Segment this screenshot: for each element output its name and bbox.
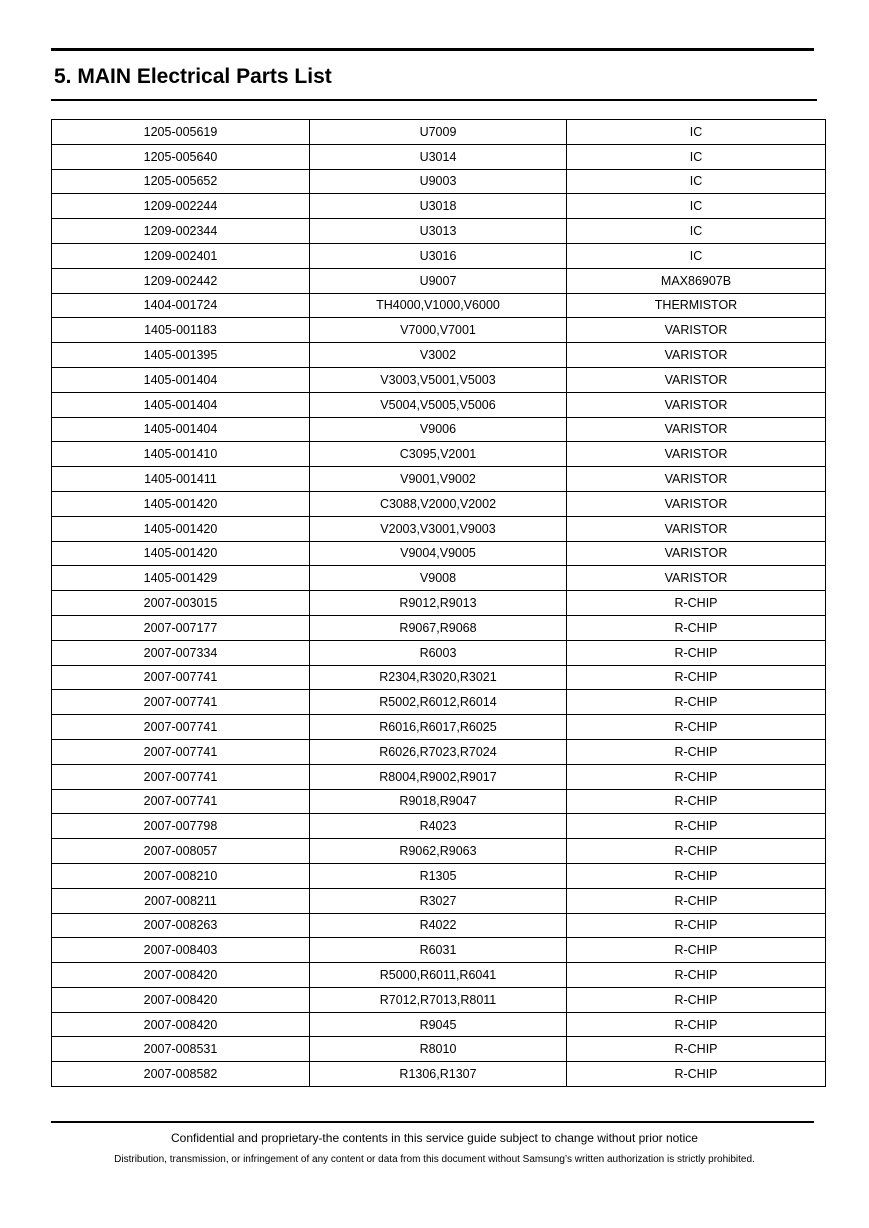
table-row [52,839,826,864]
part-number-cell: 1404-001724 [52,293,310,318]
location-cell: R4022 [310,913,567,938]
location-cell: R7012,R7013,R8011 [310,987,567,1012]
table-row [52,219,826,244]
part-number-cell: 1205-005640 [52,144,310,169]
location-cell: V3003,V5001,V5003 [310,367,567,392]
table-row [52,516,826,541]
table-row [52,194,826,219]
location-cell: U3014 [310,144,567,169]
location-cell: R9062,R9063 [310,839,567,864]
location-cell: R6026,R7023,R7024 [310,739,567,764]
location-cell: R1305 [310,863,567,888]
location-cell: R3027 [310,888,567,913]
table-row [52,417,826,442]
part-number-cell: 2007-008420 [52,963,310,988]
description-cell: VARISTOR [567,417,826,442]
description-cell: VARISTOR [567,541,826,566]
description-cell: R-CHIP [567,739,826,764]
description-cell: IC [567,144,826,169]
table-row [52,690,826,715]
description-cell: R-CHIP [567,1062,826,1087]
description-cell: R-CHIP [567,715,826,740]
location-cell: R6003 [310,640,567,665]
part-number-cell: 2007-008582 [52,1062,310,1087]
part-number-cell: 2007-008210 [52,863,310,888]
part-number-cell: 1405-001404 [52,367,310,392]
location-cell: V9001,V9002 [310,467,567,492]
table-row [52,987,826,1012]
part-number-cell: 1405-001404 [52,417,310,442]
table-row [52,367,826,392]
part-number-cell: 1209-002442 [52,268,310,293]
table-row [52,814,826,839]
part-number-cell: 1405-001411 [52,467,310,492]
location-cell: V9006 [310,417,567,442]
part-number-cell: 2007-008420 [52,1012,310,1037]
part-number-cell: 2007-007741 [52,789,310,814]
description-cell: R-CHIP [567,690,826,715]
table-row [52,913,826,938]
parts-table-body [52,120,826,1087]
table-row [52,343,826,368]
location-cell: V7000,V7001 [310,318,567,343]
table-row [52,467,826,492]
table-row [52,789,826,814]
part-number-cell: 1209-002401 [52,243,310,268]
part-number-cell: 2007-007334 [52,640,310,665]
description-cell: R-CHIP [567,665,826,690]
location-cell: R5000,R6011,R6041 [310,963,567,988]
part-number-cell: 2007-008057 [52,839,310,864]
part-number-cell: 2007-008403 [52,938,310,963]
location-cell: U9007 [310,268,567,293]
table-row [52,442,826,467]
description-cell: R-CHIP [567,640,826,665]
page-title: 5. MAIN Electrical Parts List [54,65,332,88]
table-row [52,591,826,616]
location-cell: TH4000,V1000,V6000 [310,293,567,318]
description-cell: VARISTOR [567,491,826,516]
description-cell: MAX86907B [567,268,826,293]
description-cell: R-CHIP [567,1012,826,1037]
part-number-cell: 2007-007741 [52,690,310,715]
table-row [52,268,826,293]
part-number-cell: 1209-002344 [52,219,310,244]
description-cell: R-CHIP [567,1037,826,1062]
table-row [52,863,826,888]
description-cell: VARISTOR [567,367,826,392]
table-row [52,392,826,417]
table-row [52,938,826,963]
table-row [52,541,826,566]
description-cell: R-CHIP [567,863,826,888]
location-cell: C3088,V2000,V2002 [310,491,567,516]
description-cell: IC [567,219,826,244]
table-row [52,764,826,789]
table-row [52,665,826,690]
description-cell: R-CHIP [567,913,826,938]
location-cell: U3013 [310,219,567,244]
description-cell: VARISTOR [567,318,826,343]
description-cell: R-CHIP [567,938,826,963]
part-number-cell: 1405-001420 [52,516,310,541]
description-cell: R-CHIP [567,591,826,616]
location-cell: V9008 [310,566,567,591]
table-row [52,120,826,145]
table-row [52,1062,826,1087]
footer-disclaimer: Distribution, transmission, or infringement of any content or data from this document without Samsung’s written authorization is strictly prohibited. [114,1154,755,1165]
part-number-cell: 2007-008420 [52,987,310,1012]
part-number-cell: 1405-001420 [52,491,310,516]
table-row [52,888,826,913]
location-cell: R5002,R6012,R6014 [310,690,567,715]
table-row [52,293,826,318]
location-cell: R9018,R9047 [310,789,567,814]
part-number-cell: 1209-002244 [52,194,310,219]
location-cell: V9004,V9005 [310,541,567,566]
description-cell: VARISTOR [567,516,826,541]
location-cell: V5004,V5005,V5006 [310,392,567,417]
table-row [52,566,826,591]
part-number-cell: 1405-001183 [52,318,310,343]
description-cell: VARISTOR [567,467,826,492]
description-cell: IC [567,194,826,219]
table-row [52,615,826,640]
description-cell: R-CHIP [567,987,826,1012]
part-number-cell: 1405-001420 [52,541,310,566]
title-underline-rule [51,99,817,101]
description-cell: THERMISTOR [567,293,826,318]
table-row [52,963,826,988]
description-cell: R-CHIP [567,888,826,913]
footer-rule [51,1121,814,1123]
part-number-cell: 2007-007177 [52,615,310,640]
table-row [52,715,826,740]
location-cell: U3018 [310,194,567,219]
description-cell: R-CHIP [567,963,826,988]
description-cell: VARISTOR [567,566,826,591]
location-cell: R1306,R1307 [310,1062,567,1087]
location-cell: R6016,R6017,R6025 [310,715,567,740]
part-number-cell: 2007-007741 [52,665,310,690]
table-row [52,640,826,665]
part-number-cell: 1205-005619 [52,120,310,145]
location-cell: R9067,R9068 [310,615,567,640]
description-cell: VARISTOR [567,392,826,417]
description-cell: VARISTOR [567,442,826,467]
parts-table [51,119,826,1087]
part-number-cell: 1405-001429 [52,566,310,591]
location-cell: U9003 [310,169,567,194]
table-row [52,144,826,169]
part-number-cell: 1205-005652 [52,169,310,194]
header-top-rule [51,48,814,51]
description-cell: IC [567,120,826,145]
part-number-cell: 1405-001395 [52,343,310,368]
part-number-cell: 1405-001410 [52,442,310,467]
table-row [52,491,826,516]
description-cell: VARISTOR [567,343,826,368]
part-number-cell: 2007-003015 [52,591,310,616]
location-cell: R9012,R9013 [310,591,567,616]
part-number-cell: 2007-008531 [52,1037,310,1062]
location-cell: R8010 [310,1037,567,1062]
table-row [52,739,826,764]
part-number-cell: 2007-007798 [52,814,310,839]
description-cell: R-CHIP [567,764,826,789]
description-cell: R-CHIP [567,615,826,640]
footer-notice: Confidential and proprietary-the contents in this service guide subject to change without prior notice [171,1131,698,1145]
location-cell: C3095,V2001 [310,442,567,467]
table-row [52,1012,826,1037]
part-number-cell: 2007-007741 [52,739,310,764]
table-row [52,243,826,268]
location-cell: R6031 [310,938,567,963]
part-number-cell: 2007-007741 [52,764,310,789]
table-row [52,318,826,343]
description-cell: IC [567,243,826,268]
description-cell: R-CHIP [567,789,826,814]
location-cell: U7009 [310,120,567,145]
description-cell: R-CHIP [567,839,826,864]
description-cell: R-CHIP [567,814,826,839]
table-row [52,169,826,194]
part-number-cell: 1405-001404 [52,392,310,417]
location-cell: R9045 [310,1012,567,1037]
location-cell: R8004,R9002,R9017 [310,764,567,789]
part-number-cell: 2007-008211 [52,888,310,913]
location-cell: V2003,V3001,V9003 [310,516,567,541]
table-row [52,1037,826,1062]
location-cell: V3002 [310,343,567,368]
part-number-cell: 2007-007741 [52,715,310,740]
location-cell: R4023 [310,814,567,839]
part-number-cell: 2007-008263 [52,913,310,938]
location-cell: R2304,R3020,R3021 [310,665,567,690]
description-cell: IC [567,169,826,194]
location-cell: U3016 [310,243,567,268]
